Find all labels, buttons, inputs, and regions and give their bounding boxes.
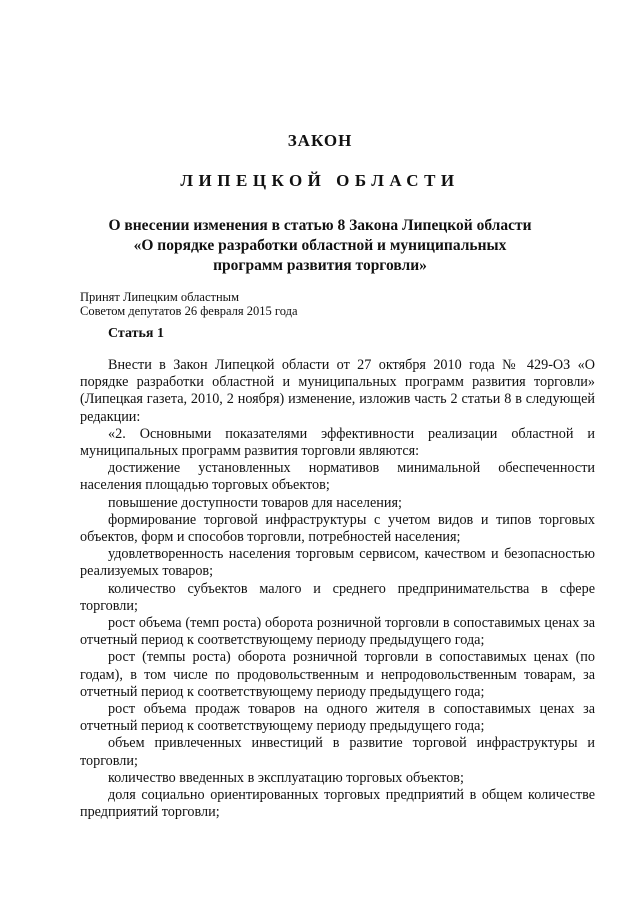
law-title: ЗАКОН bbox=[287, 131, 353, 150]
paragraph: количество субъектов малого и среднего предпринимательства в сфере торговли; bbox=[80, 580, 595, 614]
region-title: ЛИПЕЦКОЙ ОБЛАСТИ bbox=[180, 171, 460, 190]
paragraph: достижение установленных нормативов минимальной обеспеченности населения площадью торговых объектов; bbox=[80, 460, 595, 494]
subject-line: О внесении изменения в статью 8 Закона Липецкой области bbox=[108, 217, 532, 234]
subject-line: программ развития торговли» bbox=[213, 257, 427, 274]
paragraph: Внести в Закон Липецкой области от 27 октября 2010 года № 429-ОЗ «О порядке разработки областной и муниципальных программ развития торговли» (Липецкая газета, 2010, 2 ноября) изменение, изложив часть 2 статьи 8 в следующей редакции: bbox=[80, 357, 595, 425]
paragraph: рост (темпы роста) оборота розничной торговли в сопоставимых ценах (по годам), в том числе по продовольственным и непродовольственным товарам, за отчетный период к соответствующему периоду предыдущего года; bbox=[80, 649, 595, 700]
adoption-line: Принят Липецким областным bbox=[80, 290, 239, 304]
paragraph: повышение доступности товаров для населения; bbox=[108, 494, 402, 511]
paragraph: количество введенных в эксплуатацию торговых объектов; bbox=[108, 769, 464, 786]
adoption-line: Советом депутатов 26 февраля 2015 года bbox=[80, 304, 298, 318]
article-body bbox=[80, 357, 595, 821]
adoption-note bbox=[80, 290, 480, 318]
paragraph: рост объема (темп роста) оборота розничной торговли в сопоставимых ценах за отчетный период к соответствующему периоду предыдущего года; bbox=[80, 615, 595, 649]
paragraph: доля социально ориентированных торговых предприятий в общем количестве предприятий торговли; bbox=[80, 787, 595, 821]
paragraph: формирование торговой инфраструктуры с учетом видов и типов торговых объектов, форм и способов торговли, потребностей населения; bbox=[80, 511, 595, 546]
paragraph: «2. Основными показателями эффективности реализации областной и муниципальных программ развития торговли являются: bbox=[80, 425, 595, 460]
subject-line: «О порядке разработки областной и муниципальных bbox=[133, 237, 507, 254]
law-subject bbox=[70, 216, 570, 276]
paragraph: удовлетворенность населения торговым сервисом, качеством и безопасностью реализуемых товаров; bbox=[80, 546, 595, 580]
paragraph: объем привлеченных инвестиций в развитие торговой инфраструктуры и торговли; bbox=[80, 735, 595, 769]
article-heading: Статья 1 bbox=[108, 326, 164, 341]
paragraph: рост объема продаж товаров на одного жителя в сопоставимых ценах за отчетный период к соответствующему периоду предыдущего года; bbox=[80, 701, 595, 735]
